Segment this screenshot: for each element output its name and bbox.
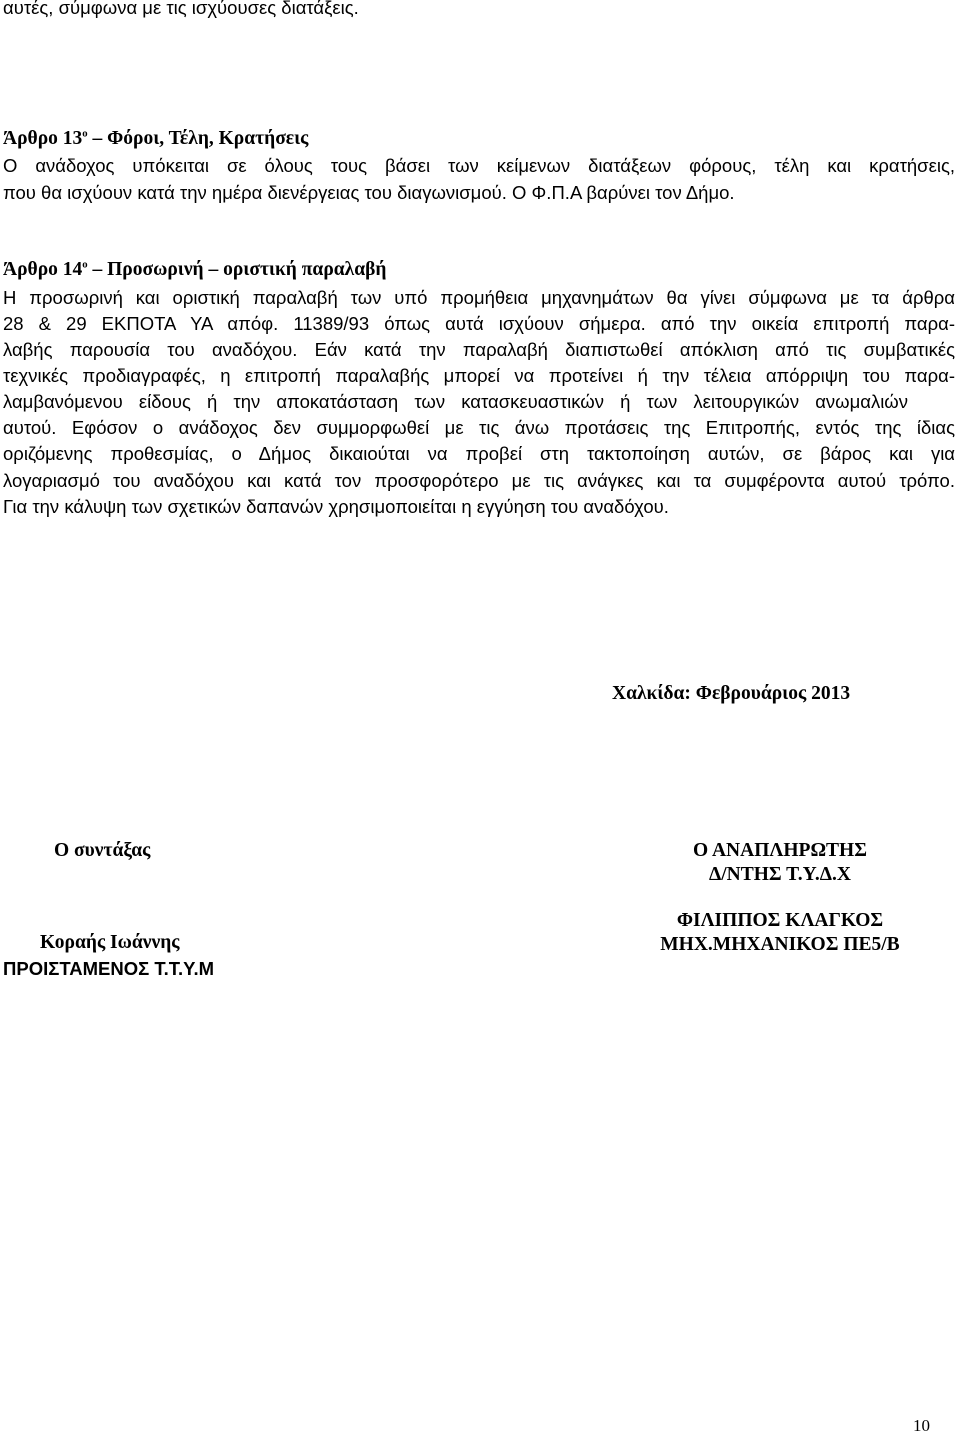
page-number: 10 [913,1416,930,1435]
article-14-prefix: Άρθρο 14 [3,259,83,280]
article-14-line-2: 28 & 29 ΕΚΠΟΤΑ ΥΑ απόφ. 11389/93 όπως αυτά ισχύουν σήμερα. από την οικεία επιτροπή παρα- [3,313,955,334]
article-14-sup: ο [82,258,88,271]
left-signer-name: Κοραής Ιωάννης [40,932,180,953]
right-signer-role-line-2: Δ/ΝΤΗΣ Τ.Υ.Δ.Χ [709,864,851,885]
intro-line: αυτές, σύμφωνα με τις ισχύουσες διατάξεις. [3,0,359,18]
article-14-line-5: λαμβανόμενου είδους ή την αποκατάσταση των κατασκευαστικών ή των λειτουργικών ανωμαλιών [3,391,908,412]
article-14-line-1: Η προσωρινή και οριστική παραλαβή των υπό προμήθεια μηχανημάτων θα γίνει σύμφωνα με τα άρθρα [3,287,955,308]
article-14-line-3: λαβής παρουσία του αναδόχου. Εάν κατά την παραλαβή διαπιστωθεί απόκλιση από τις συμβατικές [3,339,955,360]
article-14-line-9: Για την κάλυψη των σχετικών δαπανών χρησιμοποιείται η εγγύηση του αναδόχου. [3,496,669,517]
right-signer-title: ΜΗΧ.ΜΗΧΑΝΙΚΟΣ ΠΕ5/Β [660,934,900,955]
article-13-prefix: Άρθρο 13 [3,128,83,149]
article-13-sup: ο [82,127,88,140]
article-14-line-8: λογαριασμό του αναδόχου και κατά τον προσφορότερο με τις ανάγκες και τα συμφέροντα αυτού τρόπο. [3,470,955,491]
right-signer-role-line-1: Ο ΑΝΑΠΛΗΡΩΤΗΣ [693,840,867,861]
article-13-line-1: Ο ανάδοχος υπόκειται σε όλους τους βάσει των κείμενων διατάξεων φόρους, τέλη και κρατήσεις, [3,155,955,176]
article-13-heading [3,128,308,150]
date-line: Χαλκίδα: Φεβρουάριος 2013 [612,683,851,704]
article-14-line-7: οριζόμενης προθεσμίας, ο Δήμος δικαιούται να προβεί στη τακτοποίηση αυτών, σε βάρος και για [3,443,955,464]
article-14-title: – Προσωρινή – οριστική παραλαβή [87,259,387,280]
right-signer-name: ΦΙΛΙΠΠΟΣ ΚΛΑΓΚΟΣ [676,910,884,931]
article-14-line-4: τεχνικές προδιαγραφές, η επιτροπή παραλαβής μπορεί να προτείνει ή την τέλεια απόρριψη του παρα- [3,365,955,386]
left-signer-role: Ο συντάξας [54,840,151,861]
article-13-line-2: που θα ισχύουν κατά την ημέρα διενέργειας του διαγωνισμού. Ο Φ.Π.Α βαρύνει τον Δήμο. [3,182,735,203]
article-14-line-6: αυτού. Εφόσον ο ανάδοχος δεν συμμορφωθεί με τις άνω προτάσεις της Επιτροπής, εντός της ίδιας [3,417,955,438]
left-signer-title: ΠΡΟΙΣΤΑΜΕΝΟΣ Τ.Τ.Υ.Μ [3,958,215,979]
article-13-title: – Φόροι, Τέλη, Κρατήσεις [87,128,309,149]
article-14-heading [3,259,386,281]
